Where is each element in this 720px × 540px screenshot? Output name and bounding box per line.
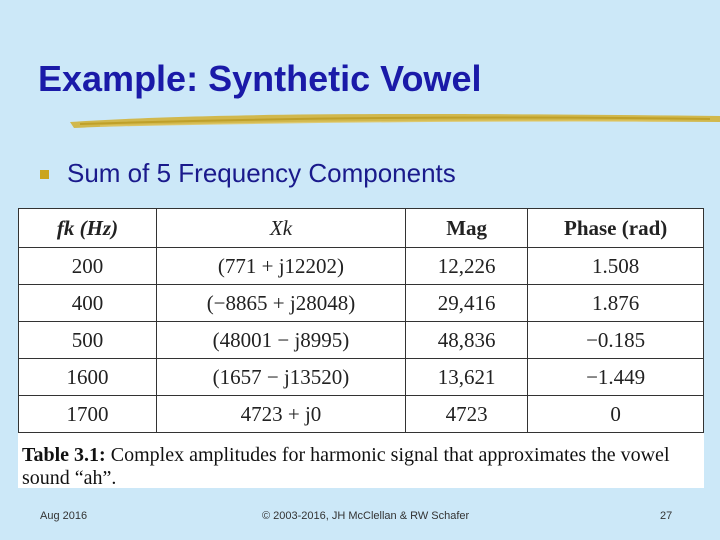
frequency-table: [18, 208, 704, 433]
cell-fk: 500: [19, 322, 157, 359]
caption-label: Table 3.1:: [22, 444, 106, 466]
bullet-square-icon: [40, 170, 49, 179]
cell-mag: 29,416: [405, 285, 527, 322]
table-header-row: [19, 209, 704, 248]
table-figure: [18, 208, 704, 488]
footer-date: Aug 2016: [40, 510, 88, 522]
table-row: [19, 322, 704, 359]
footer-page-number: 27: [660, 510, 673, 522]
bullet-text: Sum of 5 Frequency Components: [67, 158, 456, 188]
table-row: [19, 359, 704, 396]
header-fk: fk (Hz): [19, 209, 157, 248]
footer-copyright: © 2003-2016, JH McClellan & RW Schafer: [262, 510, 470, 522]
cell-fk: 200: [19, 248, 157, 285]
table-row: [19, 248, 704, 285]
cell-xk: (−8865 + j28048): [156, 285, 405, 322]
cell-fk: 1600: [19, 359, 157, 396]
cell-mag: 4723: [405, 396, 527, 433]
bullet-item: [40, 158, 456, 189]
cell-phase: 1.876: [528, 285, 704, 322]
header-phase: Phase (rad): [528, 209, 704, 248]
cell-xk: 4723 + j0: [156, 396, 405, 433]
cell-fk: 1700: [19, 396, 157, 433]
cell-phase: −1.449: [528, 359, 704, 396]
table-row: [19, 396, 704, 433]
title-underline-brush: [70, 108, 720, 132]
cell-xk: (48001 − j8995): [156, 322, 405, 359]
cell-mag: 12,226: [405, 248, 527, 285]
cell-phase: 1.508: [528, 248, 704, 285]
table-caption: [22, 444, 702, 490]
header-mag: Mag: [405, 209, 527, 248]
slide-title: Example: Synthetic Vowel: [38, 58, 482, 99]
cell-phase: 0: [528, 396, 704, 433]
caption-text: Complex amplitudes for harmonic signal that approximates the vowel sound “ah”.: [22, 444, 670, 489]
cell-mag: 48,836: [405, 322, 527, 359]
cell-fk: 400: [19, 285, 157, 322]
cell-phase: −0.185: [528, 322, 704, 359]
table-row: [19, 285, 704, 322]
cell-xk: (771 + j12202): [156, 248, 405, 285]
header-xk: Xk: [156, 209, 405, 248]
cell-mag: 13,621: [405, 359, 527, 396]
cell-xk: (1657 − j13520): [156, 359, 405, 396]
